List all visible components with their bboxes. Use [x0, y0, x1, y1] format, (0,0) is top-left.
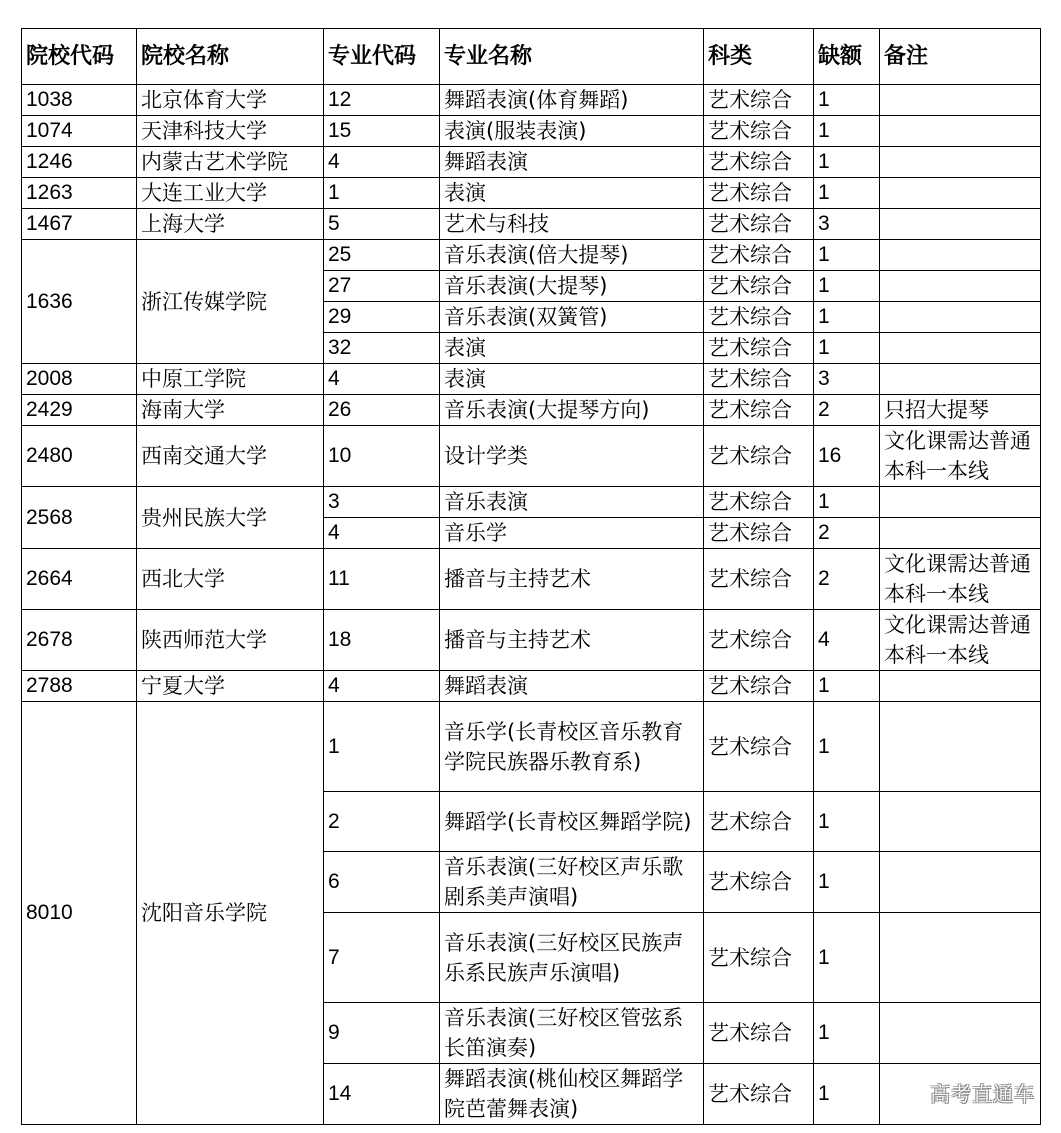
vacancies-cell: 3 — [814, 364, 880, 395]
remarks-cell — [880, 240, 1041, 271]
major-name-cell: 播音与主持艺术 — [440, 610, 704, 671]
vacancies-cell: 16 — [814, 426, 880, 487]
remarks-cell — [880, 209, 1041, 240]
remarks-cell — [880, 302, 1041, 333]
major-name-cell: 设计学类 — [440, 426, 704, 487]
category-cell: 艺术综合 — [704, 395, 814, 426]
major-name-cell: 舞蹈表演(体育舞蹈) — [440, 85, 704, 116]
category-cell: 艺术综合 — [704, 549, 814, 610]
major-name-cell: 音乐表演(三好校区民族声乐系民族声乐演唱) — [440, 913, 704, 1003]
header-row — [22, 29, 1041, 85]
major-code-cell: 10 — [324, 426, 440, 487]
vacancies-cell: 1 — [814, 1064, 880, 1125]
category-cell: 艺术综合 — [704, 209, 814, 240]
header-major-code: 专业代码 — [324, 29, 440, 85]
school-name-cell: 宁夏大学 — [137, 671, 324, 702]
major-name-cell: 音乐学 — [440, 518, 704, 549]
header-major-name: 专业名称 — [440, 29, 704, 85]
vacancies-cell: 2 — [814, 549, 880, 610]
table-row — [22, 549, 1041, 610]
vacancies-cell: 2 — [814, 395, 880, 426]
table-row — [22, 240, 1041, 271]
vacancies-cell: 1 — [814, 792, 880, 852]
vacancies-cell: 1 — [814, 178, 880, 209]
major-name-cell: 音乐表演(三好校区声乐歌剧系美声演唱) — [440, 852, 704, 913]
major-code-cell: 26 — [324, 395, 440, 426]
category-cell: 艺术综合 — [704, 518, 814, 549]
major-code-cell: 9 — [324, 1003, 440, 1064]
header-remarks: 备注 — [880, 29, 1041, 85]
remarks-cell — [880, 792, 1041, 852]
remarks-cell — [880, 271, 1041, 302]
major-name-cell: 音乐表演(倍大提琴) — [440, 240, 704, 271]
major-code-cell: 2 — [324, 792, 440, 852]
major-code-cell: 29 — [324, 302, 440, 333]
header-school-name: 院校名称 — [137, 29, 324, 85]
table-body — [22, 85, 1041, 1125]
remarks-cell — [880, 364, 1041, 395]
category-cell: 艺术综合 — [704, 85, 814, 116]
table-row — [22, 85, 1041, 116]
major-name-cell: 音乐学(长青校区音乐教育学院民族器乐教育系) — [440, 702, 704, 792]
major-code-cell: 18 — [324, 610, 440, 671]
vacancies-cell: 1 — [814, 852, 880, 913]
school-code-cell: 1074 — [22, 116, 137, 147]
category-cell: 艺术综合 — [704, 178, 814, 209]
table-row — [22, 395, 1041, 426]
major-code-cell: 4 — [324, 364, 440, 395]
header-school-code: 院校代码 — [22, 29, 137, 85]
school-code-cell: 1636 — [22, 240, 137, 364]
school-code-cell: 2429 — [22, 395, 137, 426]
remarks-cell: 文化课需达普通本科一本线 — [880, 549, 1041, 610]
school-name-cell: 上海大学 — [137, 209, 324, 240]
table-row — [22, 702, 1041, 792]
remarks-cell — [880, 702, 1041, 792]
remarks-cell — [880, 178, 1041, 209]
major-code-cell: 27 — [324, 271, 440, 302]
table-row — [22, 178, 1041, 209]
school-code-cell: 2678 — [22, 610, 137, 671]
remarks-cell: 文化课需达普通本科一本线 — [880, 426, 1041, 487]
school-name-cell: 北京体育大学 — [137, 85, 324, 116]
category-cell: 艺术综合 — [704, 364, 814, 395]
vacancies-cell: 1 — [814, 85, 880, 116]
table-row — [22, 426, 1041, 487]
vacancies-cell: 1 — [814, 1003, 880, 1064]
category-cell: 艺术综合 — [704, 271, 814, 302]
category-cell: 艺术综合 — [704, 671, 814, 702]
category-cell: 艺术综合 — [704, 913, 814, 1003]
school-code-cell: 1246 — [22, 147, 137, 178]
major-name-cell: 表演(服装表演) — [440, 116, 704, 147]
major-name-cell: 舞蹈表演 — [440, 147, 704, 178]
vacancies-cell: 1 — [814, 271, 880, 302]
vacancies-cell: 3 — [814, 209, 880, 240]
major-code-cell: 1 — [324, 702, 440, 792]
remarks-cell — [880, 487, 1041, 518]
remarks-cell — [880, 671, 1041, 702]
school-code-cell: 1467 — [22, 209, 137, 240]
school-code-cell: 2008 — [22, 364, 137, 395]
school-name-cell: 内蒙古艺术学院 — [137, 147, 324, 178]
vacancies-cell: 1 — [814, 333, 880, 364]
school-name-cell: 贵州民族大学 — [137, 487, 324, 549]
major-name-cell: 音乐表演 — [440, 487, 704, 518]
vacancies-cell: 1 — [814, 671, 880, 702]
vacancies-cell: 1 — [814, 147, 880, 178]
school-code-cell: 2664 — [22, 549, 137, 610]
remarks-cell — [880, 913, 1041, 1003]
table-row — [22, 610, 1041, 671]
watermark: 高考直通车 — [930, 1082, 1035, 1106]
remarks-cell: 只招大提琴 — [880, 395, 1041, 426]
school-code-cell: 8010 — [22, 702, 137, 1125]
remarks-cell — [880, 85, 1041, 116]
major-name-cell: 音乐表演(双簧管) — [440, 302, 704, 333]
school-name-cell: 天津科技大学 — [137, 116, 324, 147]
table-row — [22, 147, 1041, 178]
major-name-cell: 表演 — [440, 178, 704, 209]
school-code-cell: 2568 — [22, 487, 137, 549]
category-cell: 艺术综合 — [704, 610, 814, 671]
school-code-cell: 1038 — [22, 85, 137, 116]
school-code-cell: 2480 — [22, 426, 137, 487]
school-name-cell: 陕西师范大学 — [137, 610, 324, 671]
school-code-cell: 1263 — [22, 178, 137, 209]
vacancies-cell: 4 — [814, 610, 880, 671]
category-cell: 艺术综合 — [704, 426, 814, 487]
header-category: 科类 — [704, 29, 814, 85]
major-code-cell: 11 — [324, 549, 440, 610]
major-name-cell: 表演 — [440, 364, 704, 395]
school-name-cell: 中原工学院 — [137, 364, 324, 395]
school-name-cell: 海南大学 — [137, 395, 324, 426]
vacancies-cell: 1 — [814, 702, 880, 792]
category-cell: 艺术综合 — [704, 1003, 814, 1064]
remarks-cell — [880, 116, 1041, 147]
table-row — [22, 116, 1041, 147]
table-row — [22, 487, 1041, 518]
major-code-cell: 4 — [324, 147, 440, 178]
vacancies-cell: 1 — [814, 240, 880, 271]
header-vacancies: 缺额 — [814, 29, 880, 85]
admission-vacancy-table — [21, 28, 1041, 1125]
school-name-cell: 西南交通大学 — [137, 426, 324, 487]
vacancies-cell: 1 — [814, 302, 880, 333]
category-cell: 艺术综合 — [704, 147, 814, 178]
major-name-cell: 舞蹈学(长青校区舞蹈学院) — [440, 792, 704, 852]
school-name-cell: 西北大学 — [137, 549, 324, 610]
major-name-cell: 艺术与科技 — [440, 209, 704, 240]
remarks-cell — [880, 852, 1041, 913]
major-code-cell: 4 — [324, 518, 440, 549]
remarks-cell — [880, 518, 1041, 549]
major-code-cell: 32 — [324, 333, 440, 364]
category-cell: 艺术综合 — [704, 302, 814, 333]
table-row — [22, 671, 1041, 702]
category-cell: 艺术综合 — [704, 852, 814, 913]
major-name-cell: 音乐表演(大提琴方向) — [440, 395, 704, 426]
vacancies-cell: 1 — [814, 116, 880, 147]
major-code-cell: 12 — [324, 85, 440, 116]
vacancies-cell: 2 — [814, 518, 880, 549]
category-cell: 艺术综合 — [704, 1064, 814, 1125]
school-name-cell: 浙江传媒学院 — [137, 240, 324, 364]
major-name-cell: 舞蹈表演(桃仙校区舞蹈学院芭蕾舞表演) — [440, 1064, 704, 1125]
table-row — [22, 209, 1041, 240]
remarks-cell — [880, 333, 1041, 364]
major-code-cell: 14 — [324, 1064, 440, 1125]
category-cell: 艺术综合 — [704, 116, 814, 147]
major-code-cell: 6 — [324, 852, 440, 913]
remarks-cell: 文化课需达普通本科一本线 — [880, 610, 1041, 671]
category-cell: 艺术综合 — [704, 333, 814, 364]
school-code-cell: 2788 — [22, 671, 137, 702]
category-cell: 艺术综合 — [704, 240, 814, 271]
vacancies-cell: 1 — [814, 487, 880, 518]
vacancies-cell: 1 — [814, 913, 880, 1003]
major-name-cell: 舞蹈表演 — [440, 671, 704, 702]
major-code-cell: 4 — [324, 671, 440, 702]
school-name-cell: 沈阳音乐学院 — [137, 702, 324, 1125]
category-cell: 艺术综合 — [704, 792, 814, 852]
remarks-cell — [880, 1003, 1041, 1064]
major-name-cell: 播音与主持艺术 — [440, 549, 704, 610]
major-code-cell: 5 — [324, 209, 440, 240]
major-name-cell: 音乐表演(三好校区管弦系长笛演奏) — [440, 1003, 704, 1064]
major-name-cell: 音乐表演(大提琴) — [440, 271, 704, 302]
major-code-cell: 15 — [324, 116, 440, 147]
major-code-cell: 25 — [324, 240, 440, 271]
table-row — [22, 364, 1041, 395]
school-name-cell: 大连工业大学 — [137, 178, 324, 209]
category-cell: 艺术综合 — [704, 702, 814, 792]
category-cell: 艺术综合 — [704, 487, 814, 518]
major-name-cell: 表演 — [440, 333, 704, 364]
major-code-cell: 3 — [324, 487, 440, 518]
remarks-cell — [880, 147, 1041, 178]
major-code-cell: 1 — [324, 178, 440, 209]
major-code-cell: 7 — [324, 913, 440, 1003]
